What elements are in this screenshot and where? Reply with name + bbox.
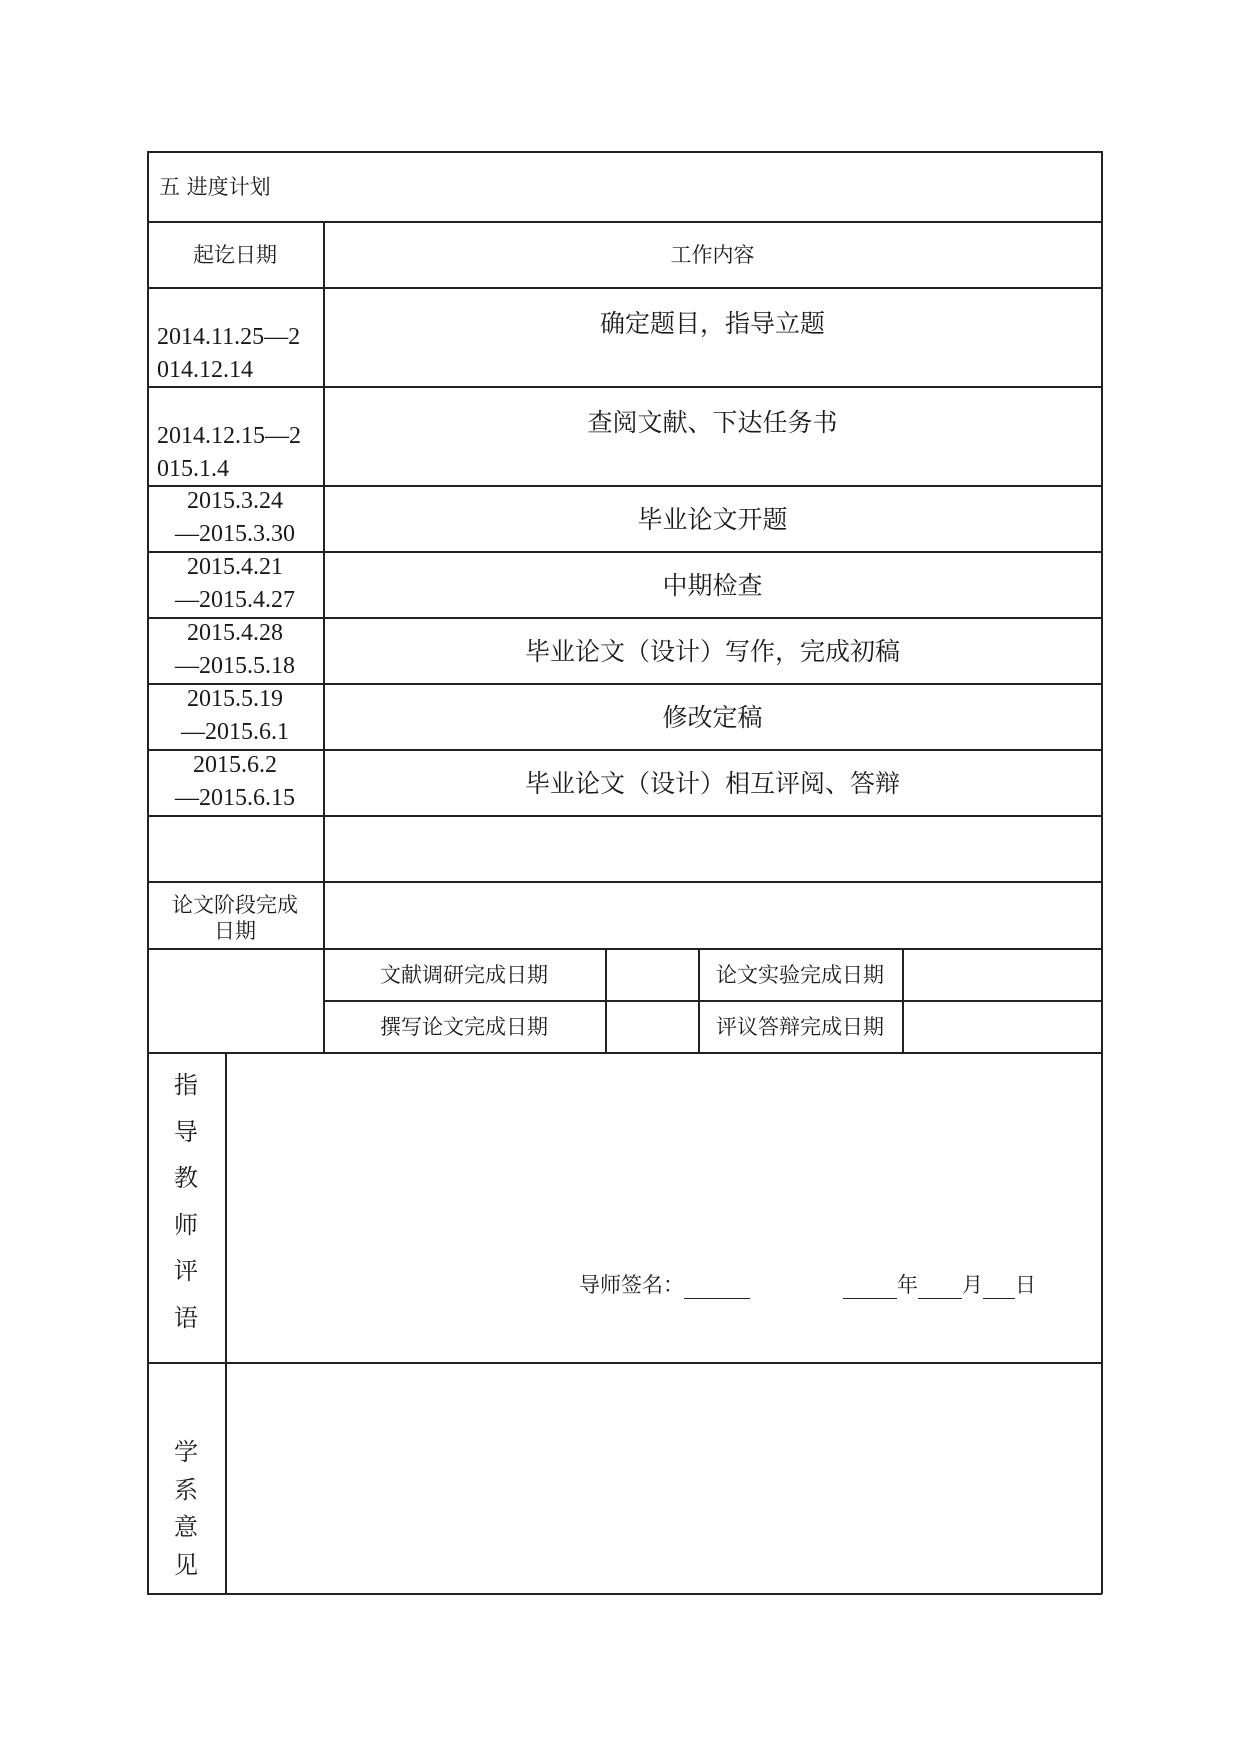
day-blank[interactable] [983,1278,1015,1299]
schedule-content [323,683,1102,749]
content-column-header [323,221,1102,287]
date-line: —2015.5.18 [175,653,295,679]
section-title-text: 五 进度计划 [159,175,271,199]
date-column-header [147,221,323,287]
defense-date-value[interactable] [902,1000,1102,1052]
label-char: 教 [174,1164,198,1192]
month-blank[interactable] [918,1278,962,1299]
writing-date-label [323,1000,605,1052]
month-label: 月 [962,1273,983,1297]
defense-text: 评议答辩完成日期 [716,1015,884,1039]
schedule-content [323,485,1102,551]
label-char: 学 [174,1438,198,1466]
date-line: 2014.12.15—2 [157,423,301,449]
empty-content-cell[interactable] [323,815,1102,881]
literature-review-date-label [323,948,605,1000]
stage-completion-label [147,881,323,948]
date-line: 015.1.4 [157,456,229,482]
schedule-date [147,551,323,617]
year-blank[interactable] [843,1278,897,1299]
label-char: 师 [174,1210,198,1239]
date-line: —2015.4.27 [175,587,295,613]
date-line: —2015.6.1 [181,719,289,745]
literature-review-date-value[interactable] [605,948,698,1000]
schedule-date [147,617,323,683]
writing-date-value[interactable] [605,1000,698,1052]
schedule-date [157,420,323,488]
schedule-content-text: 查阅文献、下达任务书 [587,407,838,437]
date-line: 2015.4.21 [187,554,283,580]
schedule-content [323,749,1102,815]
stage-completion-label-line: 论文阶段完成 [172,892,298,917]
date-column-header-text: 起讫日期 [193,243,277,267]
schedule-content-text: 毕业论文开题 [637,505,788,534]
schedule-content [323,287,1102,386]
label-char: 指 [174,1071,198,1099]
rule [147,1593,1102,1595]
date-line: 2015.4.28 [187,620,283,646]
schedule-content [323,551,1102,617]
advisor-comments-label [147,1052,225,1362]
rule [147,151,1102,153]
schedule-date [157,321,323,389]
schedule-content-text: 毕业论文（设计）相互评阅、答辩 [524,769,900,798]
schedule-date [147,683,323,749]
literature-review-label [323,881,605,948]
experiment-date-value[interactable] [902,948,1102,1000]
date-line: 014.12.14 [157,357,253,383]
department-opinion-label [147,1362,225,1593]
schedule-date [147,749,323,815]
schedule-form [147,151,1102,1594]
content-column-header-text: 工作内容 [670,243,755,267]
label-char: 评 [174,1257,198,1285]
defense-date-label [698,1000,902,1052]
advisor-signature-line [579,1269,750,1299]
day-label: 日 [1015,1273,1036,1297]
schedule-content-text: 毕业论文（设计）写作，完成初稿 [524,637,900,666]
label-char: 导 [174,1117,198,1146]
schedule-content-text: 确定题目，指导立题 [599,308,825,338]
date-line: —2015.3.30 [175,521,295,547]
schedule-content-text: 修改定稿 [662,703,763,732]
label-char: 意 [174,1513,198,1541]
experiment-date-label [698,948,902,1000]
section-title [159,151,271,221]
department-opinion-area[interactable] [225,1362,1101,1593]
date-line: 2014.11.25—2 [157,324,301,350]
schedule-content [323,386,1102,485]
advisor-comments-area[interactable] [225,1052,1101,1362]
literature-review-text: 文献调研完成日期 [380,963,548,987]
date-line: —2015.6.15 [175,785,295,811]
date-fill-line [843,1269,1036,1299]
stage-completion-label-line: 日期 [214,918,256,943]
date-line: 2015.5.19 [187,686,283,712]
signature-blank[interactable] [684,1278,750,1299]
empty-date-cell[interactable] [147,815,323,881]
experiment-text: 论文实验完成日期 [716,963,884,987]
writing-text: 撰写论文完成日期 [380,1015,548,1039]
schedule-content-text: 中期检查 [662,571,763,600]
year-label: 年 [897,1273,918,1297]
date-line: 2015.6.2 [193,752,277,778]
label-char: 语 [174,1303,198,1332]
label-char: 系 [174,1475,198,1504]
label-char: 见 [174,1550,198,1579]
schedule-date [147,485,323,551]
signature-label: 导师签名： [579,1273,684,1297]
date-line: 2015.3.24 [187,488,283,514]
schedule-content [323,617,1102,683]
